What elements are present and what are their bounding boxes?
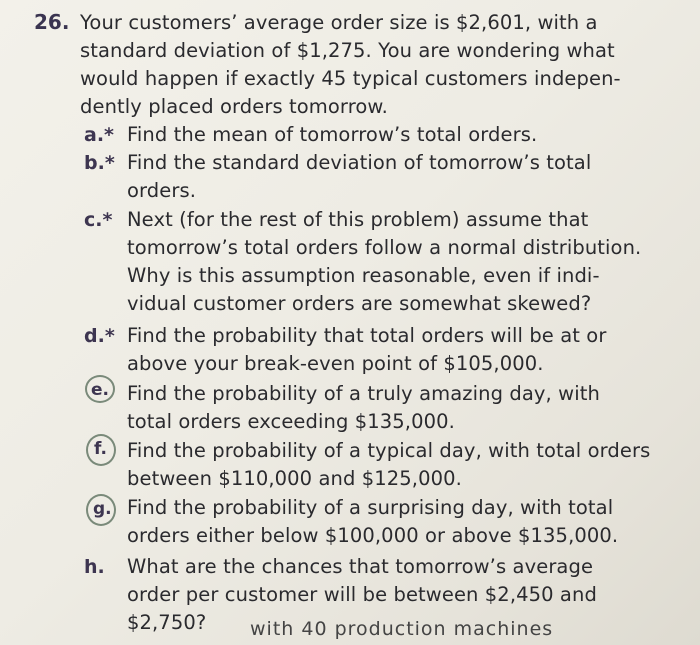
part-label-a: a.*	[84, 124, 114, 146]
part-f-line: between $110,000 and $125,000.	[127, 467, 462, 490]
part-f-line: Find the probability of a typical day, with total orders	[127, 439, 651, 462]
part-c-line: Next (for the rest of this problem) assume that	[127, 208, 589, 231]
problem-number: 26.	[34, 10, 70, 34]
stem-line: would happen if exactly 45 typical customers indepen-	[80, 67, 621, 90]
cutoff-text-content: with 40 production machines	[250, 618, 554, 640]
part-d-line: above your break-even point of $105,000.	[127, 352, 544, 375]
cutoff-text	[250, 618, 580, 644]
part-d-line: Find the probability that total orders will be at or	[127, 324, 607, 347]
part-label-d: d.*	[84, 325, 115, 347]
part-label-e: e.	[91, 380, 109, 400]
part-c-line: vidual customer orders are somewhat skewed?	[127, 292, 592, 315]
part-e-line: total orders exceeding $135,000.	[127, 410, 455, 433]
part-label-h: h.	[84, 556, 105, 578]
part-g-line: Find the probability of a surprising day, with total	[127, 496, 614, 519]
part-b-line: Find the standard deviation of tomorrow’s total	[127, 151, 592, 174]
part-label-b: b.*	[84, 152, 115, 174]
part-h-line: $2,750?	[127, 611, 207, 634]
part-label-f: f.	[94, 439, 107, 459]
part-g-line: orders either below $100,000 or above $135,000.	[127, 524, 619, 547]
part-label-g: g.	[93, 499, 112, 519]
stem-line: Your customers’ average order size is $2,601, with a	[80, 11, 598, 34]
stem-line: dently placed orders tomorrow.	[80, 95, 388, 118]
part-h-line: order per customer will be between $2,450 and	[127, 583, 597, 606]
part-e-line: Find the probability of a truly amazing day, with	[127, 382, 600, 405]
stem-line: standard deviation of $1,275. You are wondering what	[80, 39, 615, 62]
part-c-line: Why is this assumption reasonable, even if indi-	[127, 264, 600, 287]
part-label-c: c.*	[84, 209, 113, 231]
part-h-line: What are the chances that tomorrow’s average	[127, 555, 594, 578]
part-b-line: orders.	[127, 179, 197, 202]
part-c-line: tomorrow’s total orders follow a normal distribution.	[127, 236, 642, 259]
part-a-line: Find the mean of tomorrow’s total orders.	[127, 123, 538, 146]
